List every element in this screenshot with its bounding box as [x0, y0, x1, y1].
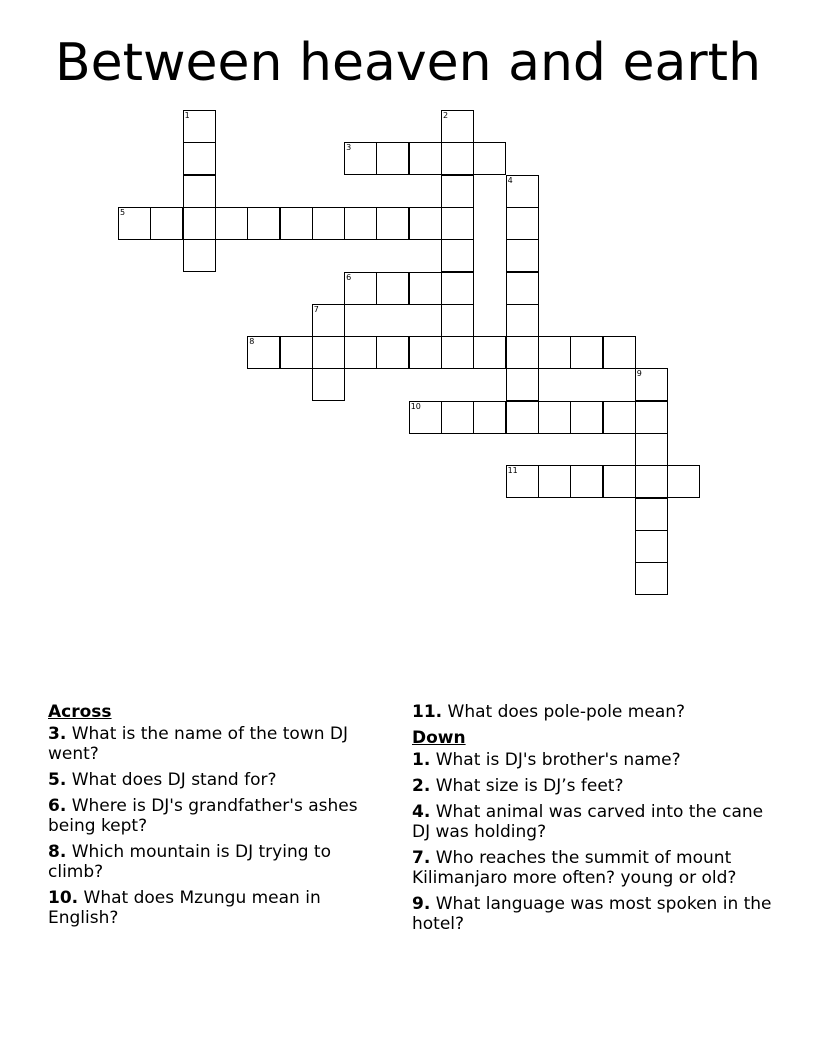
grid-cell[interactable]: [635, 562, 668, 595]
grid-cell[interactable]: [473, 142, 506, 175]
grid-cell[interactable]: [506, 368, 539, 401]
grid-cell[interactable]: [506, 401, 539, 434]
down-heading: Down: [412, 728, 466, 748]
grid-cell[interactable]: [506, 272, 539, 305]
grid-cell[interactable]: [635, 401, 668, 434]
grid-cell[interactable]: [506, 304, 539, 337]
clues-column-right: [412, 702, 782, 940]
grid-cell[interactable]: [183, 239, 216, 272]
grid-cell[interactable]: [441, 336, 474, 369]
grid-cell[interactable]: [506, 465, 539, 498]
grid-cell[interactable]: [183, 207, 216, 240]
clue-across-6: [48, 796, 378, 836]
clue-number: 4.: [412, 802, 431, 822]
grid-cell[interactable]: [312, 336, 345, 369]
clue-number-label: 4: [507, 175, 513, 185]
clue-text: Which mountain is DJ trying to climb?: [48, 842, 331, 882]
grid-cell[interactable]: [667, 465, 700, 498]
clue-number: 5.: [48, 770, 67, 790]
grid-cell[interactable]: [312, 304, 345, 337]
grid-cell[interactable]: [344, 336, 377, 369]
clue-text: What does pole-pole mean?: [447, 702, 686, 722]
clue-number-label: 3: [346, 143, 352, 153]
grid-cell[interactable]: [215, 207, 248, 240]
clue-number: 2.: [412, 776, 431, 796]
grid-cell[interactable]: [473, 336, 506, 369]
clue-number: 11.: [412, 702, 443, 722]
grid-cell[interactable]: [409, 207, 442, 240]
grid-cell[interactable]: [409, 272, 442, 305]
clue-across-10: [48, 888, 378, 928]
grid-cell[interactable]: [376, 207, 409, 240]
grid-cell[interactable]: [376, 272, 409, 305]
grid-cell[interactable]: [409, 142, 442, 175]
grid-cell[interactable]: [247, 336, 280, 369]
clue-text: What does DJ stand for?: [71, 770, 277, 790]
grid-cell[interactable]: [603, 465, 636, 498]
clue-number-label: 9: [636, 369, 642, 379]
clue-text: What size is DJ’s feet?: [435, 776, 624, 796]
clue-text: What does Mzungu mean in English?: [48, 888, 321, 928]
grid-cell[interactable]: [280, 336, 313, 369]
grid-cell[interactable]: [506, 239, 539, 272]
grid-cell[interactable]: [183, 142, 216, 175]
grid-cell[interactable]: [570, 465, 603, 498]
grid-cell[interactable]: [183, 175, 216, 208]
grid-cell[interactable]: [441, 142, 474, 175]
clue-text: What language was most spoken in the hotel?: [412, 894, 772, 934]
grid-cell[interactable]: [280, 207, 313, 240]
clue-down-7: [412, 848, 782, 888]
clue-number: 1.: [412, 750, 431, 770]
clue-number: 3.: [48, 724, 67, 744]
grid-cell[interactable]: [506, 336, 539, 369]
grid-cell[interactable]: [635, 433, 668, 466]
grid-cell[interactable]: [441, 272, 474, 305]
grid-cell[interactable]: [441, 401, 474, 434]
grid-cell[interactable]: [344, 272, 377, 305]
grid-cell[interactable]: [635, 498, 668, 531]
clue-down-1: [412, 750, 782, 770]
clue-number-label: 2: [443, 111, 449, 120]
clue-number-label: 7: [313, 304, 319, 314]
grid-cell[interactable]: [118, 207, 151, 240]
clue-number: 10.: [48, 888, 79, 908]
clues-column-left: [48, 702, 378, 934]
grid-cell[interactable]: [441, 207, 474, 240]
across-heading: Across: [48, 702, 112, 722]
clue-text: What animal was carved into the cane DJ was holding?: [412, 802, 764, 842]
grid-cell[interactable]: [409, 336, 442, 369]
grid-cell[interactable]: [635, 465, 668, 498]
grid-cell[interactable]: [570, 336, 603, 369]
grid-cell[interactable]: [538, 401, 571, 434]
grid-cell[interactable]: [635, 368, 668, 401]
grid-cell[interactable]: [538, 465, 571, 498]
grid-cell[interactable]: [441, 175, 474, 208]
grid-cell[interactable]: [247, 207, 280, 240]
grid-cell[interactable]: [344, 142, 377, 175]
clue-number-label: 5: [120, 207, 126, 217]
grid-cell[interactable]: [473, 401, 506, 434]
clue-number-label: 11: [507, 466, 518, 476]
grid-cell[interactable]: [344, 207, 377, 240]
clue-number: 9.: [412, 894, 431, 914]
grid-cell[interactable]: [312, 207, 345, 240]
clue-number: 7.: [412, 848, 431, 868]
clue-text: What is the name of the town DJ went?: [48, 724, 349, 764]
grid-cell[interactable]: [312, 368, 345, 401]
grid-cell[interactable]: [603, 336, 636, 369]
page-title: Between heaven and earth: [54, 33, 762, 93]
clue-across-8: [48, 842, 378, 882]
clue-down-2: [412, 776, 782, 796]
grid-cell[interactable]: [150, 207, 183, 240]
clue-across-11: [412, 702, 782, 722]
grid-cell[interactable]: [538, 336, 571, 369]
grid-cell[interactable]: [441, 110, 474, 143]
grid-cell[interactable]: [376, 142, 409, 175]
grid-cell[interactable]: [441, 304, 474, 337]
grid-cell[interactable]: [603, 401, 636, 434]
clue-text: What is DJ's brother's name?: [435, 750, 681, 770]
clue-number-label: 8: [249, 337, 255, 347]
clue-down-9: [412, 894, 782, 934]
clue-text: Where is DJ's grandfather's ashes being kept?: [48, 796, 358, 836]
clue-number-label: 1: [184, 111, 190, 120]
clue-across-5: [48, 770, 378, 790]
clue-number-label: 6: [346, 272, 352, 282]
clue-text: Who reaches the summit of mount Kilimanjaro more often? young or old?: [412, 848, 737, 888]
clue-across-3: [48, 724, 378, 764]
grid-cell[interactable]: [506, 207, 539, 240]
grid-cell[interactable]: [506, 175, 539, 208]
grid-cell[interactable]: [376, 336, 409, 369]
clue-number: 8.: [48, 842, 67, 862]
grid-cell[interactable]: [409, 401, 442, 434]
clue-down-4: [412, 802, 782, 842]
grid-cell[interactable]: [183, 110, 216, 143]
grid-cell[interactable]: [441, 239, 474, 272]
grid-cell[interactable]: [570, 401, 603, 434]
clue-number-label: 10: [410, 401, 421, 411]
clue-number: 6.: [48, 796, 67, 816]
grid-cell[interactable]: [635, 530, 668, 563]
